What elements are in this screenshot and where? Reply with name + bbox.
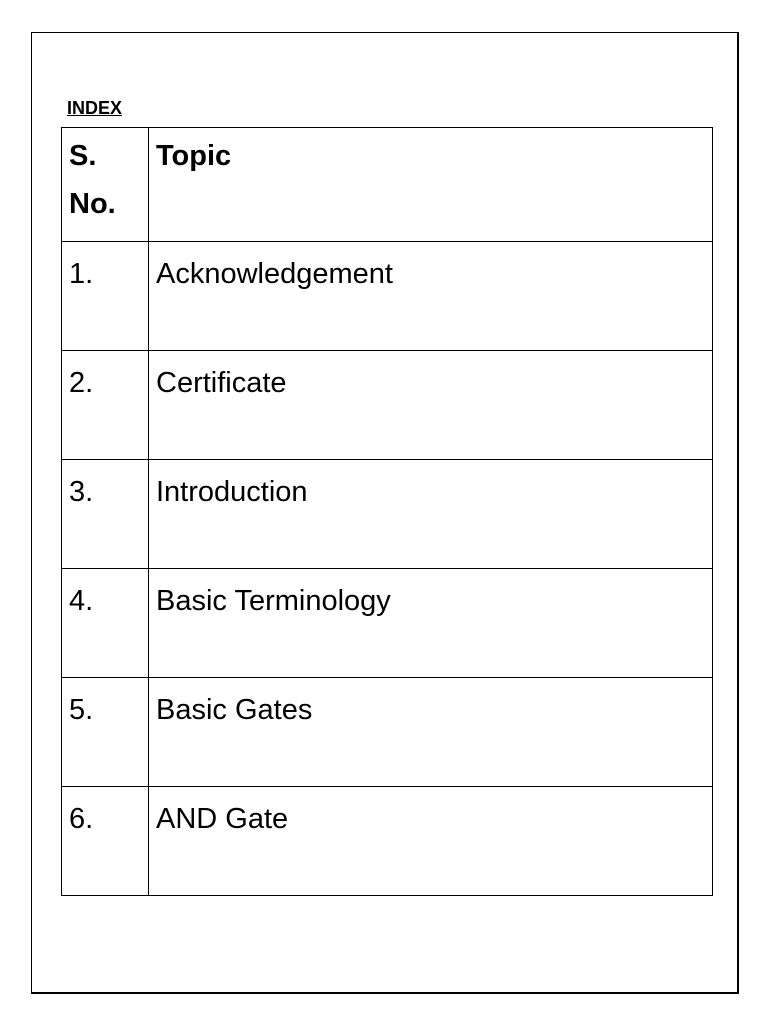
- topic-cell: Introduction: [149, 460, 713, 569]
- topic-cell: Basic Gates: [149, 678, 713, 787]
- sno-cell: 6.: [62, 787, 149, 896]
- sno-header-line1: S.: [69, 140, 97, 172]
- index-heading: INDEX: [67, 98, 123, 118]
- sno-header: [62, 128, 149, 242]
- sno-cell: 1.: [62, 242, 149, 351]
- topic-cell: Certificate: [149, 351, 713, 460]
- table-row: [62, 242, 713, 351]
- topic-cell: AND Gate: [149, 787, 713, 896]
- sno-header-line2: No.: [69, 188, 116, 220]
- table-row: [62, 460, 713, 569]
- topic-cell: Acknowledgement: [149, 242, 713, 351]
- table-row: [62, 351, 713, 460]
- table-row: [62, 787, 713, 896]
- sno-cell: 3.: [62, 460, 149, 569]
- index-table: [61, 127, 713, 896]
- sno-cell: 2.: [62, 351, 149, 460]
- table-header-row: [62, 128, 713, 242]
- topic-cell: Basic Terminology: [149, 569, 713, 678]
- table-row: [62, 569, 713, 678]
- sno-cell: 4.: [62, 569, 149, 678]
- table-row: [62, 678, 713, 787]
- sno-cell: 5.: [62, 678, 149, 787]
- topic-header: Topic: [149, 128, 713, 242]
